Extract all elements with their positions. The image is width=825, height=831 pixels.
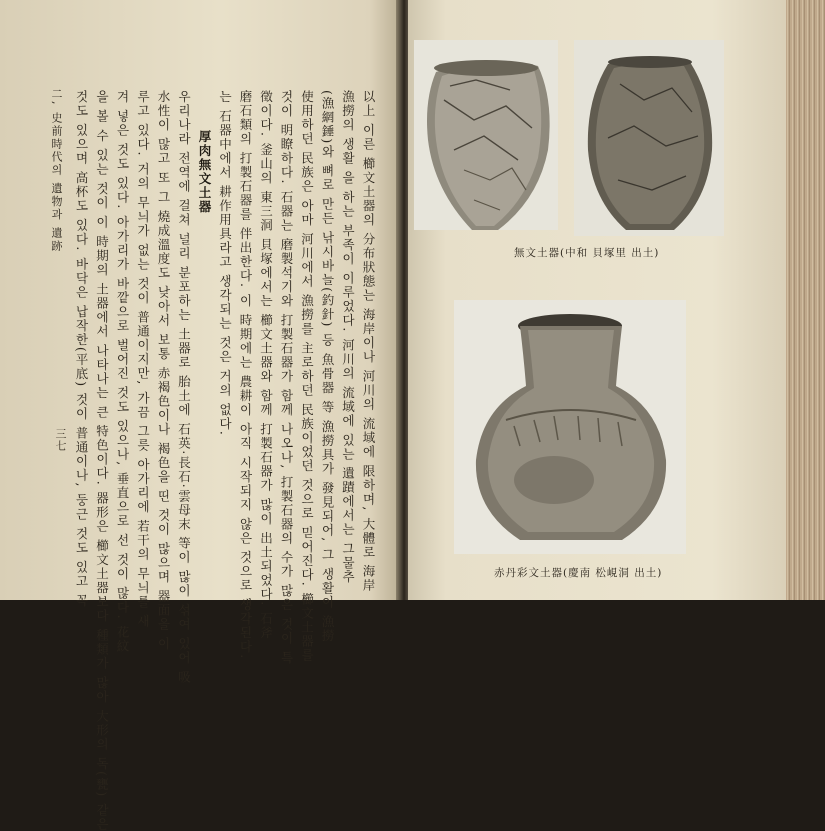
caption-top: 無文土器(中和 貝塚里 出土) <box>514 247 660 259</box>
text-column: 는 石器中에서 耕作用具라고 생각되는 것은 거의 없다. <box>217 90 233 437</box>
left-page <box>0 0 402 831</box>
text-column: 磨石類의 打製石器를 伴出한다. 이 時期에는 農耕이 아직 시작되지 않은 것으로 생각된다. <box>238 90 253 660</box>
text-column: 것도 있으며 高杯도 있다. 바닥은 납작한(平底) 것이 普通이나, 둥근 것도 있고 꼭 <box>74 90 89 608</box>
section-heading: 厚肉無文土器 <box>197 130 212 214</box>
photo-jar-bottom <box>454 300 686 554</box>
text-column: 것이 明瞭하다. 石器는 磨製석기와 打製石器가 함께 나오나, 打製石器의 수가 많은 것이 특 <box>279 90 294 666</box>
page-number: 三七 <box>54 428 67 452</box>
text-column: 漁撈의 생활 을 하는 부족이 이루었다. 河川의 流域에 있는 遺蹟에서는 그물추 <box>340 90 356 585</box>
caption-bottom: 赤丹彩文土器(慶南 松峴洞 出土) <box>494 567 663 579</box>
text-column: 루고 있다. 거의 무늬가 없는 것이 普通이지만, 가끔 그릇 아가리에 若干의 무늬를 새 <box>135 90 151 629</box>
jar-bottom-image <box>454 300 686 554</box>
text-column: 徵이다. 釜山의 東三洞 貝塚에서는 櫛文土器와 함께 打製石器가 많이 出土되었다. 石斧 <box>258 90 274 641</box>
text-column: 以上 이른 櫛文土器의 分布狀態는 海岸이나 河川의 流域에 限하며, 大體로 海岸 <box>361 90 376 593</box>
text-column: 水性이 많고 또 그 燒成溫度도 낮아서 보통 赤褐色이나 褐色을 띤 것이 많으며 器面을 이 <box>156 90 171 652</box>
text-column: (漁網錘)와 뼈로 만든 낚시바늘(釣針) 등 魚骨器 等 漁撈具가 發見되어, 그 생활이 漁撈 <box>320 90 335 644</box>
page-edges <box>786 0 825 600</box>
text-column: 우리나라 전역에 걸쳐 널리 분포하는 土器로 胎土에 石英·長石·雲母末 等이 많이 섞여 있어 吸 <box>176 90 192 685</box>
right-page <box>408 0 788 600</box>
text-column: 을 볼 수 있는 것이 이 時期의 土器에서 나타나는 큰 特色이다. 器形은 櫛文土器보다 種類가 많아 大形의 독(甕) 같은 <box>94 90 110 831</box>
running-head: 二, 史前時代의 遺物과 遺跡 <box>50 88 63 253</box>
jar-right-image <box>574 40 724 236</box>
text-column: 使用하던 民族은 아마 河川에서 漁撈를 主로하던 民族이었던 것으로 믿어진다. 櫛文土器를 <box>299 90 315 663</box>
text-column: 겨 넣은 것도 있다. 아가리가 바깥으로 벌어진 것도 있으나, 垂直으로 선 것이 많다. 花紋 <box>115 90 130 654</box>
photo-jar-right <box>574 40 724 236</box>
photo-jar-left <box>414 40 558 230</box>
jar-left-image <box>414 40 558 230</box>
